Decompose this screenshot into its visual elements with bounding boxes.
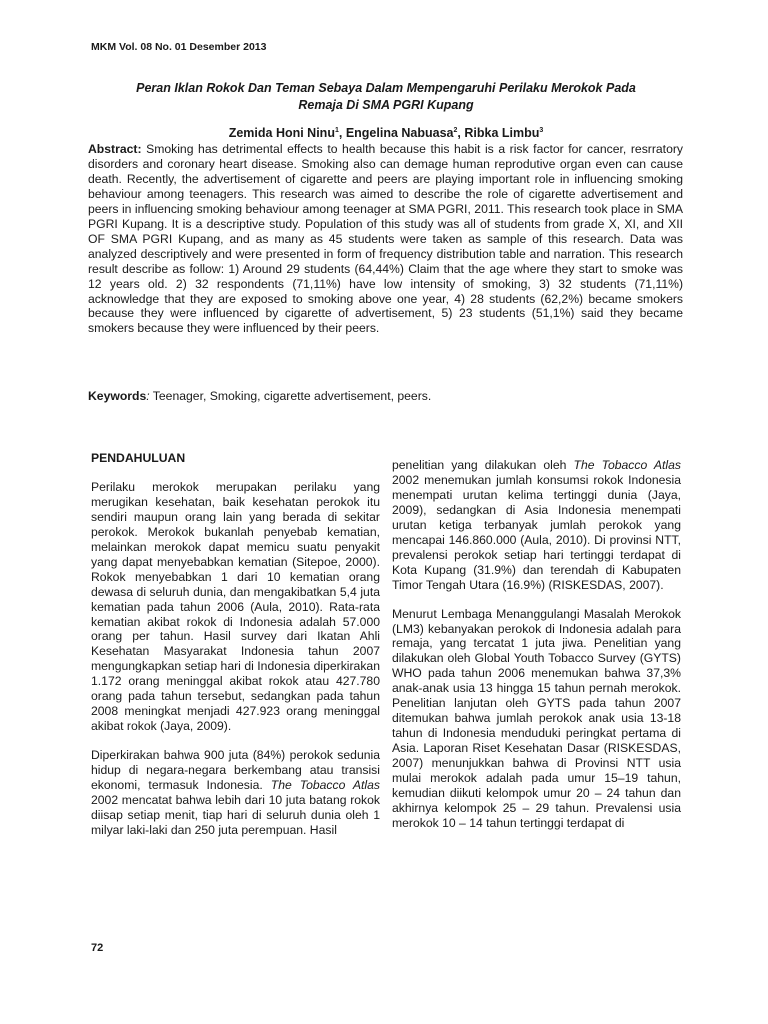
abstract-label: Abstract:: [88, 142, 142, 156]
keywords-separator: :: [146, 389, 150, 403]
author-name: Engelina Nabuasa: [345, 126, 454, 140]
title-line-2: Remaja Di SMA PGRI Kupang: [298, 98, 474, 112]
author-separator: ,: [457, 126, 465, 140]
author-name: Zemida Honi Ninu: [228, 126, 335, 140]
author-separator: ,: [338, 126, 346, 140]
body-paragraph: [91, 748, 380, 838]
paragraph-text: Diperkirakan bahwa 900 juta (84%) perokok sedunia hidup di negara-negara berkembang atau transisi ekonomi, termasuk Indonesia.: [91, 748, 380, 793]
right-column: [392, 458, 681, 845]
author-list: [88, 126, 684, 140]
keywords-label: Keywords: [88, 389, 147, 403]
paragraph-text: penelitian yang dilakukan oleh: [392, 458, 574, 472]
author-affiliation: 3: [539, 126, 544, 134]
keywords-text: Teenager, Smoking, cigarette advertisement, peers.: [149, 389, 432, 403]
title-line-1: Peran Iklan Rokok Dan Teman Sebaya Dalam Mempengaruhi Perilaku Merokok Pada: [136, 81, 636, 95]
author-name: Ribka Limbu: [464, 126, 540, 140]
author-affiliation: 1: [334, 126, 339, 134]
page-number: 72: [91, 942, 104, 954]
abstract: [88, 142, 683, 336]
body-paragraph: Perilaku merokok merupakan perilaku yang merugikan kesehatan, baik kesehatan perokok itu sendiri maupun orang lain yang berada di sekitar perokok. Merokok bukanlah penyebab kematian, melainkan merokok dapat memicu suatu penyakit yang dapat menyebabkan kematian (Sitepoe, 2000). Rokok menyebabkan 1 dari 10 kematian orang dewasa di seluruh dunia, dan mengakibatkan 5,4 juta kematian pada tahun 2006 (Aula, 2010). Rata-rata kematian akibat rokok di Indonesia adalah 57.000 orang per tahun. Hasil survey dari Ikatan Ahli Kesehatan Masyarakat Indonesia tahun 2007 mengungkapkan setiap hari di Indonesia diperkirakan 1.172 orang meninggal akibat rokok atau 427.780 orang pada tahun tersebut, sedangkan pada tahun 2008 meningkat menjadi 427.923 orang meninggal akibat rokok (Jaya, 2009).: [91, 479, 380, 734]
author-affiliation: 2: [453, 126, 458, 134]
left-column: [91, 451, 380, 852]
body-paragraph: [392, 458, 681, 593]
paragraph-text: 2002 mencatat bahwa lebih dari 10 juta batang rokok diisap setiap menit, tiap hari di seluruh dunia oleh 1 milyar laki-laki dan 250 juta perempuan. Hasil: [91, 793, 380, 837]
abstract-text: Smoking has detrimental effects to health because this habit is a risk factor for cancer, resrratory disorders and coronary heart disease. Smoking also can demage human reprodutive organ even can cause death. Recently, the advertisement of cigarette and peers are playing important role in influencing smoking behaviour among teenagers. This research was aimed to describe the role of cigarette advertisement and peers in influencing smoking behaviour among teenager at SMA PGRI, 2011. This research took place in SMA PGRI Kupang. It is a descriptive study. Population of this study was all of students from grade X, XI, and XII OF SMA PGRI Kupang, and as many as 45 students were taken as sample of this research. Data was analyzed descriptively and were presented in form of frequency distribution table and narration. This research result describe as follow: 1) Around 29 students (64,44%) Claim that the age where they start to smoke was 12 years old. 2) 32 respondents (71,11%) have low intensity of smoking, 3) 32 students (71,11%) acknowledge that they are exposed to smoking above one year, 4) 28 students (62,2%) became smokers because they were influenced by cigarette of advertisement, 5) 23 students (51,1%) said they became smokers because they were influenced by their peers.: [88, 142, 683, 336]
keywords: [88, 389, 683, 403]
section-heading: PENDAHULUAN: [91, 451, 186, 465]
article-title: [88, 80, 684, 114]
paragraph-text: 2002 menemukan jumlah konsumsi rokok Indonesia menempati urutan kelima tertinggi dunia (Jaya, 2009), sedangkan di Asia Indonesia menempati urutan ketiga terbanyak jumlah perokok yang mencapai 146.860.000 (Aula, 2010). Di provinsi NTT, prevalensi perokok setiap hari tertinggi terdapat di Kota Kupang (31.9%) dan terendah di Kabupaten Timor Tengah Utara (16.9%) (RISKESDAS, 2007).: [392, 472, 681, 592]
citation-title: The Tobacco Atlas: [573, 458, 681, 472]
body-paragraph: Menurut Lembaga Menanggulangi Masalah Merokok (LM3) kebanyakan perokok di Indonesia adalah para remaja, yang tercatat 1 juta jiwa. Penelitian yang dilakukan oleh Global Youth Tobacco Survey (GYTS) WHO pada tahun 2006 menemukan bahwa 37,3% anak-anak usia 13 hingga 15 tahun pernah merokok. Penelitian lanjutan oleh GYTS pada tahun 2007 ditemukan bahwa jumlah perokok anak usia 13-18 tahun di Indonesia menduduki peringkat pertama di Asia. Laporan Riset Kesehatan Dasar (RISKESDAS, 2007) menunjukkan bahwa di Provinsi NTT usia mulai merokok adalah pada umur 15–19 tahun, kemudian diikuti kelompok umur 20 – 24 tahun dan akhirnya kelompok 25 – 29 tahun. Prevalensi usia merokok 10 – 14 tahun tertinggi terdapat di: [392, 606, 681, 830]
journal-header: MKM Vol. 08 No. 01 Desember 2013: [91, 41, 267, 53]
citation-title: The Tobacco Atlas: [270, 778, 380, 793]
